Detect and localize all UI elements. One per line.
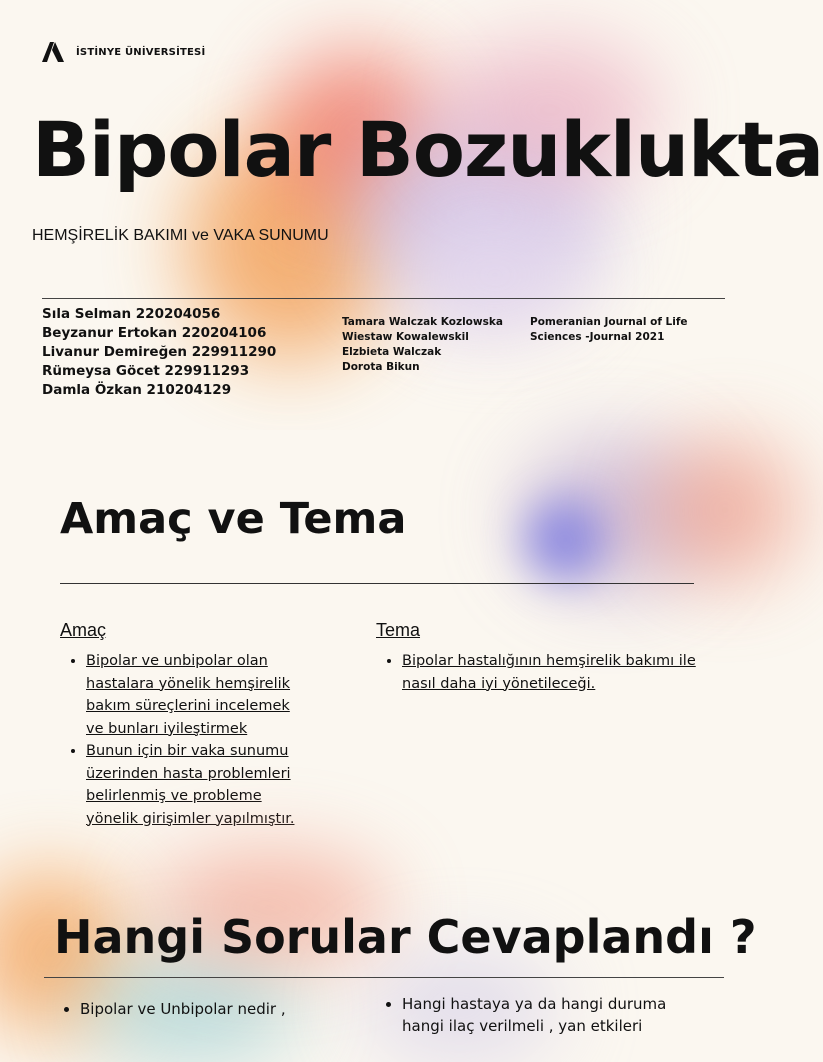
author-list bbox=[342, 315, 503, 375]
list-item: • Bipolar ve Unbipolar nedir , bbox=[80, 998, 360, 1020]
gradient-blob-coral bbox=[650, 440, 800, 580]
author-name: Elzbieta Walczak bbox=[342, 346, 442, 358]
list-item: • Bunun için bir vaka sunumu üzerinden hasta problemleri belirlenmiş ve probleme yönelik girişimler yapılmıştır. bbox=[86, 740, 310, 830]
amac-heading: Amaç bbox=[60, 620, 107, 640]
tema-heading: Tema bbox=[376, 620, 421, 640]
gradient-blob-light bbox=[410, 220, 580, 330]
author-name: Dorota Bikun bbox=[342, 361, 420, 373]
questions-left bbox=[60, 998, 360, 1020]
tema-list bbox=[376, 650, 706, 695]
section-title: Amaç ve Tema bbox=[60, 494, 407, 544]
divider bbox=[44, 977, 724, 978]
page-title: Bipolar Bozuklukta bbox=[32, 105, 823, 194]
slide-questions bbox=[0, 862, 768, 1035]
student-name: Rümeysa Göcet 229911293 bbox=[42, 363, 250, 379]
subtitle: HEMŞİRELİK BAKIMI ve VAKA SUNUMU bbox=[32, 227, 329, 244]
author-name: Wiestaw Kowalewskil bbox=[342, 331, 469, 343]
student-name: Livanur Demireğen 229911290 bbox=[42, 344, 277, 360]
university-logo bbox=[42, 42, 205, 62]
gradient-blob-blue bbox=[525, 500, 605, 580]
list-item: • Bipolar hastalığının hemşirelik bakımı ile nasıl daha iyi yönetileceği. bbox=[402, 650, 706, 695]
list-item: • Bipolar ve unbipolar olan hastalara yönelik hemşirelik bakım süreçlerini incelemek ve bunları iyileştirmek bbox=[86, 650, 310, 740]
journal-name: Pomeranian Journal of Life Sciences -Journal 2021 bbox=[530, 316, 688, 343]
student-list bbox=[42, 305, 276, 400]
student-name: Damla Özkan 210204129 bbox=[42, 382, 232, 398]
section-title: Hangi Sorular Cevaplandı ? bbox=[54, 910, 757, 964]
university-logo-icon bbox=[42, 42, 64, 62]
author-name: Tamara Walczak Kozlowska bbox=[342, 316, 503, 328]
divider bbox=[60, 583, 694, 584]
divider bbox=[42, 298, 725, 299]
university-name: İSTİNYE ÜNİVERSİTESİ bbox=[76, 46, 206, 58]
slide-aim-theme bbox=[0, 430, 768, 862]
questions-right bbox=[382, 993, 682, 1037]
student-name: Sıla Selman 220204056 bbox=[42, 306, 221, 322]
amac-list bbox=[60, 650, 310, 830]
student-name: Beyzanur Ertokan 220204106 bbox=[42, 325, 267, 341]
slide-title bbox=[0, 0, 823, 430]
list-item: • Hangi hastaya ya da hangi duruma hangi ilaç verilmeli , yan etkileri bbox=[402, 993, 682, 1037]
